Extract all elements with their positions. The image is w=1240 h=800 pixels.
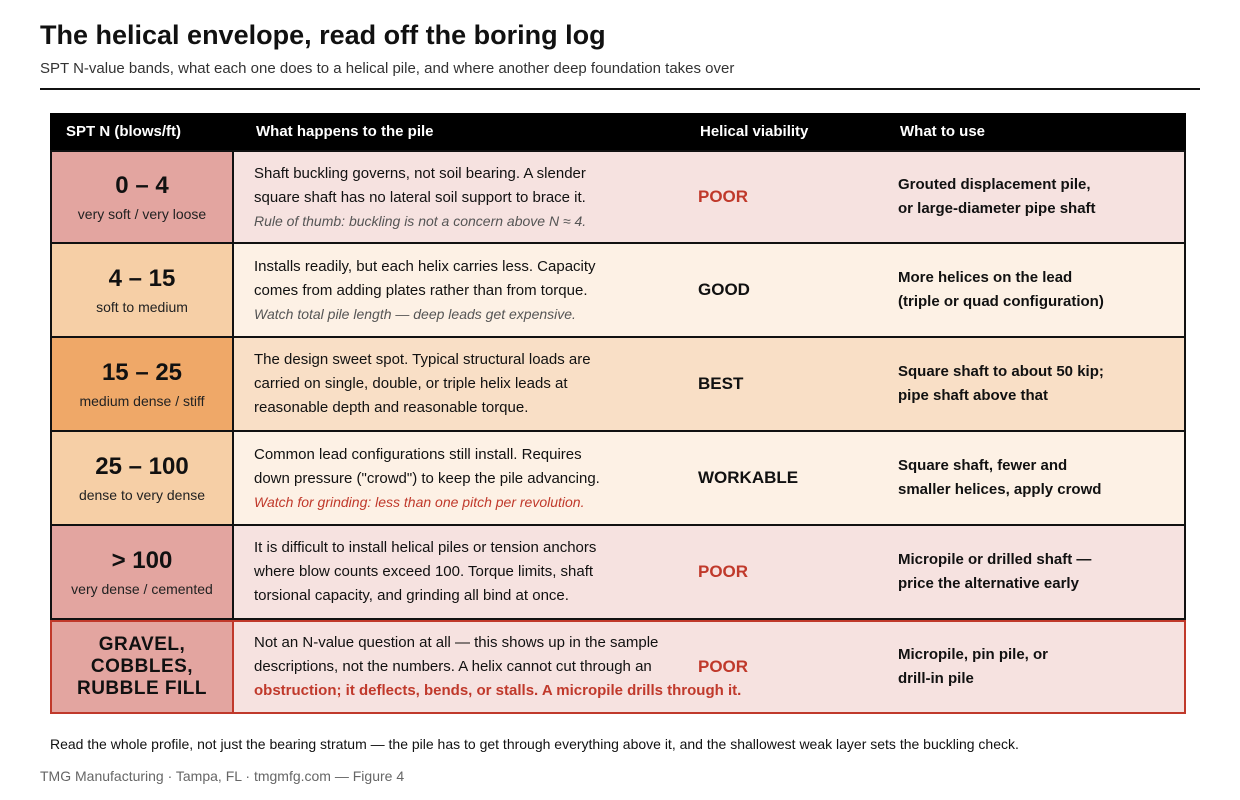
n-range: 0 – 4 <box>115 172 169 200</box>
recommendation <box>878 454 1184 502</box>
n-description: medium dense / stiff <box>79 392 205 409</box>
n-description: dense to very dense <box>78 486 206 503</box>
recommendation <box>878 360 1184 408</box>
n-band-cell <box>52 526 234 618</box>
behavior-line: where blow counts exceed 100. Torque limits, shaft <box>254 563 594 580</box>
recommendation <box>878 643 1184 691</box>
behavior-emphasis: obstruction; it deflects, bends, or stalls. A micropile drills through it. <box>254 682 742 699</box>
behavior-warning: Watch for grinding: less than one pitch per revolution. <box>254 494 585 510</box>
recommendation-line: drill-in pile <box>898 670 974 687</box>
viability-rating: POOR <box>698 562 749 581</box>
viability-rating: POOR <box>698 657 749 676</box>
n-band-cell <box>52 338 234 430</box>
header-what-to-use: What to use <box>900 123 985 140</box>
obstruction-label: GRAVEL, <box>98 634 186 655</box>
recommendation-line: or large-diameter pipe shaft <box>898 200 1096 217</box>
header-what-happens: What happens to the pile <box>256 123 434 140</box>
footnote: Read the whole profile, not just the bearing stratum — the pile has to get through everything above it, and the shallowest weak layer sets the buckling check. <box>50 736 1019 752</box>
behavior-note: Rule of thumb: buckling is not a concern above N ≈ 4. <box>254 213 587 229</box>
viability-rating: POOR <box>698 187 749 206</box>
header-spt-n: SPT N (blows/ft) <box>66 123 181 140</box>
n-band-cell <box>52 244 234 336</box>
n-description: soft to medium <box>96 298 188 315</box>
recommendation-line: price the alternative early <box>898 575 1079 592</box>
recommendation-line: (triple or quad configuration) <box>898 293 1104 310</box>
title-divider <box>40 88 1200 90</box>
recommendation-line: Grouted displacement pile, <box>898 176 1091 193</box>
pile-behavior <box>234 255 678 325</box>
recommendation-line: Micropile, pin pile, or <box>898 646 1049 663</box>
n-range: 25 – 100 <box>95 453 189 481</box>
behavior-line: Installs readily, but each helix carries less. Capacity <box>254 258 596 275</box>
behavior-line: Not an N-value question at all — this shows up in the sample <box>254 634 659 651</box>
recommendation <box>878 548 1184 596</box>
n-range: > 100 <box>111 547 173 575</box>
pile-behavior <box>234 348 678 420</box>
table-row <box>50 432 1186 526</box>
table-row <box>50 244 1186 338</box>
table-row-obstruction <box>50 620 1186 714</box>
n-description: very soft / very loose <box>77 205 207 222</box>
behavior-line: reasonable depth and reasonable torque. <box>254 399 529 416</box>
behavior-note: Watch total pile length — deep leads get expensive. <box>254 306 576 322</box>
behavior-line: The design sweet spot. Typical structural loads are <box>254 351 591 368</box>
behavior-line: torsional capacity, and grinding all bind at once. <box>254 587 569 604</box>
behavior-line: Shaft buckling governs, not soil bearing. A slender <box>254 165 586 182</box>
spt-table <box>50 113 1186 714</box>
behavior-line: descriptions, not the numbers. A helix cannot cut through an <box>254 658 652 675</box>
behavior-line: comes from adding plates rather than from torque. <box>254 282 588 299</box>
page-subtitle: SPT N-value bands, what each one does to a helical pile, and where another deep foundation takes over <box>40 60 735 77</box>
behavior-line: square shaft has no lateral soil support to brace it. <box>254 189 586 206</box>
recommendation-line: smaller helices, apply crowd <box>898 481 1102 498</box>
recommendation <box>878 173 1184 221</box>
obstruction-label: RUBBLE FILL <box>76 678 208 699</box>
recommendation-line: Square shaft to about 50 kip; <box>898 363 1104 380</box>
behavior-line: It is difficult to install helical piles or tension anchors <box>254 539 597 556</box>
header-viability: Helical viability <box>700 123 809 140</box>
recommendation <box>878 266 1184 314</box>
behavior-line: carried on single, double, or triple helix leads at <box>254 375 568 392</box>
behavior-line: Common lead configurations still install. Requires <box>254 446 582 463</box>
recommendation-line: pipe shaft above that <box>898 387 1049 404</box>
n-band-cell <box>52 432 234 524</box>
n-description: very dense / cemented <box>71 580 213 597</box>
table-row <box>50 150 1186 244</box>
pile-behavior <box>234 536 678 608</box>
table-row <box>50 338 1186 432</box>
viability-rating: BEST <box>698 374 744 393</box>
figure-credit: TMG Manufacturing · Tampa, FL · tmgmfg.com — Figure 4 <box>40 768 405 784</box>
recommendation-line: Square shaft, fewer and <box>898 457 1068 474</box>
recommendation-line: More helices on the lead <box>898 269 1073 286</box>
pile-behavior <box>234 443 678 513</box>
page-title: The helical envelope, read off the boring log <box>40 20 606 50</box>
viability-rating: GOOD <box>698 280 750 299</box>
n-range: 4 – 15 <box>108 265 176 293</box>
pile-behavior <box>234 162 678 232</box>
obstruction-label: COBBLES, <box>90 656 194 677</box>
n-band-cell <box>52 622 234 712</box>
table-header <box>50 113 1186 150</box>
table-row <box>50 526 1186 620</box>
recommendation-line: Micropile or drilled shaft — <box>898 551 1092 568</box>
behavior-line: down pressure ("crowd") to keep the pile advancing. <box>254 470 600 487</box>
n-range: 15 – 25 <box>101 359 183 387</box>
n-band-cell <box>52 152 234 242</box>
viability-rating: WORKABLE <box>698 468 799 487</box>
